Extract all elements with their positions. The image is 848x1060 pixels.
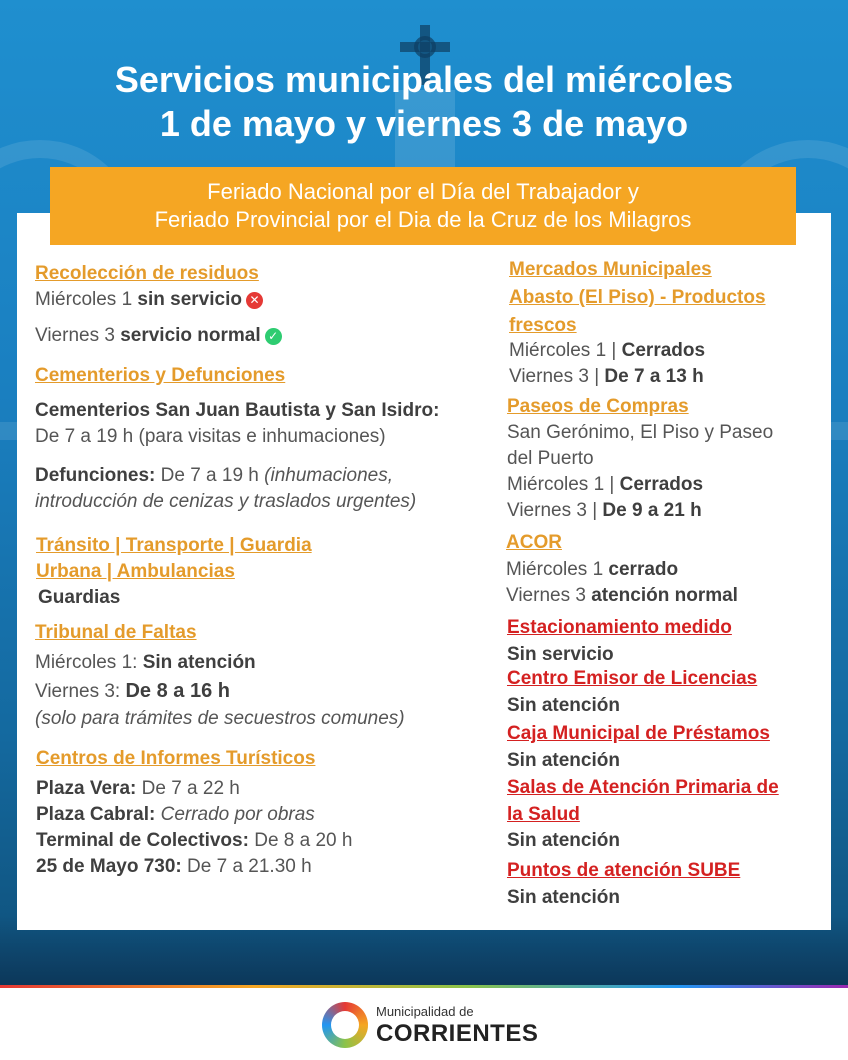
heading-estacionamiento: Estacionamiento medido [507, 617, 732, 638]
centros-line-1 [36, 776, 240, 802]
estacionamiento-line-1: Sin servicio [507, 644, 614, 665]
text: Miércoles 1 | [507, 474, 620, 495]
recoleccion-line-1 [35, 287, 263, 313]
licencias-line-1: Sin atención [507, 695, 620, 716]
color-stripe [0, 985, 848, 988]
text-italic: (inhumaciones, [264, 465, 393, 486]
tribunal-line-3: (solo para trámites de secuestros comunes) [35, 708, 405, 729]
heading-transito-2: Urbana | Ambulancias [36, 561, 235, 582]
text: Miércoles 1 [35, 289, 138, 310]
paseos-line-2: del Puerto [507, 448, 594, 469]
tribunal-line-1 [35, 650, 256, 676]
text-bold: 25 de Mayo 730: [36, 856, 182, 877]
text: De 7 a 22 h [136, 778, 240, 799]
defunciones-line-2: introducción de cenizas y traslados urgentes) [35, 491, 417, 512]
cross-circle-icon: ✕ [246, 292, 263, 309]
text-bold: De 8 a 16 h [125, 680, 230, 702]
text-bold: Terminal de Colectivos: [36, 830, 249, 851]
paseos-line-1: San Gerónimo, El Piso y Paseo [507, 422, 774, 443]
text-bold: De 7 a 13 h [604, 366, 704, 387]
content-card [17, 213, 831, 930]
check-circle-icon: ✓ [265, 328, 282, 345]
centros-line-2 [36, 802, 315, 828]
text-bold: Defunciones: [35, 465, 156, 486]
text-bold: atención normal [591, 585, 738, 606]
centros-line-4 [36, 854, 312, 880]
text: De 7 a 19 h [155, 465, 265, 486]
text-bold: cerrado [608, 559, 679, 580]
heading-centros: Centros de Informes Turísticos [36, 748, 316, 769]
text-bold: servicio normal [120, 325, 261, 346]
transito-line-1: Guardias [38, 587, 121, 608]
text-italic: Cerrado por obras [155, 804, 315, 825]
text: Viernes 3 | [509, 366, 605, 387]
text-bold: Plaza Cabral: [36, 804, 156, 825]
logo-ring-icon [322, 1002, 368, 1048]
mercados-line-1 [509, 338, 705, 364]
caja-line-1: Sin atención [507, 750, 620, 771]
text-bold: De 9 a 21 h [602, 500, 702, 521]
text: Viernes 3: [35, 681, 126, 702]
heading-salas-1: Salas de Atención Primaria de [507, 777, 779, 798]
centros-line-3 [36, 828, 352, 854]
acor-line-1 [506, 557, 678, 583]
heading-acor: ACOR [506, 532, 562, 553]
cementerios-line-2: De 7 a 19 h (para visitas e inhumaciones) [35, 426, 386, 447]
heading-paseos: Paseos de Compras [507, 396, 689, 417]
sube-line-1: Sin atención [507, 887, 620, 908]
text-bold: Cerrados [621, 340, 706, 361]
text: Miércoles 1 [506, 559, 609, 580]
heading-transito-1: Tránsito | Transporte | Guardia [36, 535, 312, 556]
paseos-line-4 [507, 498, 702, 524]
mercados-line-2 [509, 364, 704, 390]
paseos-line-3 [507, 472, 703, 498]
text-bold: Cerrados [619, 474, 704, 495]
heading-licencias: Centro Emisor de Licencias [507, 668, 758, 689]
heading-cementerios: Cementerios y Defunciones [35, 365, 286, 386]
recoleccion-line-2 [35, 323, 282, 349]
holiday-banner [50, 167, 796, 245]
text: Viernes 3 [506, 585, 592, 606]
heading-recoleccion: Recolección de residuos [35, 263, 259, 284]
text-bold: Sin atención [142, 652, 256, 673]
logo-name: CORRIENTES [376, 1020, 539, 1047]
text: Miércoles 1 | [509, 340, 622, 361]
title-line-1: Servicios municipales del miércoles [114, 59, 734, 100]
text: De 7 a 21.30 h [181, 856, 312, 877]
page-title [20, 58, 828, 146]
text: Viernes 3 [35, 325, 121, 346]
heading-mercados-2: Abasto (El Piso) - Productos [509, 287, 766, 308]
heading-mercados-1: Mercados Municipales [509, 259, 712, 280]
logo-subtitle: Municipalidad de [376, 1004, 474, 1019]
heading-salas-2: la Salud [507, 804, 580, 825]
text: De 8 a 20 h [248, 830, 353, 851]
cementerios-line-1: Cementerios San Juan Bautista y San Isidro: [35, 400, 440, 421]
text-bold: sin servicio [137, 289, 242, 310]
title-line-2: 1 de mayo y viernes 3 de mayo [159, 103, 689, 144]
banner-line-1: Feriado Nacional por el Día del Trabajador y [207, 179, 639, 204]
salas-line-1: Sin atención [507, 830, 620, 851]
municipality-logo [322, 1000, 542, 1050]
text: Miércoles 1: [35, 652, 143, 673]
text: Viernes 3 | [507, 500, 603, 521]
text-bold: Plaza Vera: [36, 778, 137, 799]
heading-sube: Puntos de atención SUBE [507, 860, 741, 881]
heading-tribunal: Tribunal de Faltas [35, 622, 197, 643]
tribunal-line-2 [35, 678, 230, 705]
banner-line-2: Feriado Provincial por el Dia de la Cruz de los Milagros [154, 207, 692, 232]
heading-caja: Caja Municipal de Préstamos [507, 723, 770, 744]
heading-mercados-3: frescos [509, 315, 577, 336]
acor-line-2 [506, 583, 738, 609]
defunciones-line-1 [35, 463, 393, 489]
